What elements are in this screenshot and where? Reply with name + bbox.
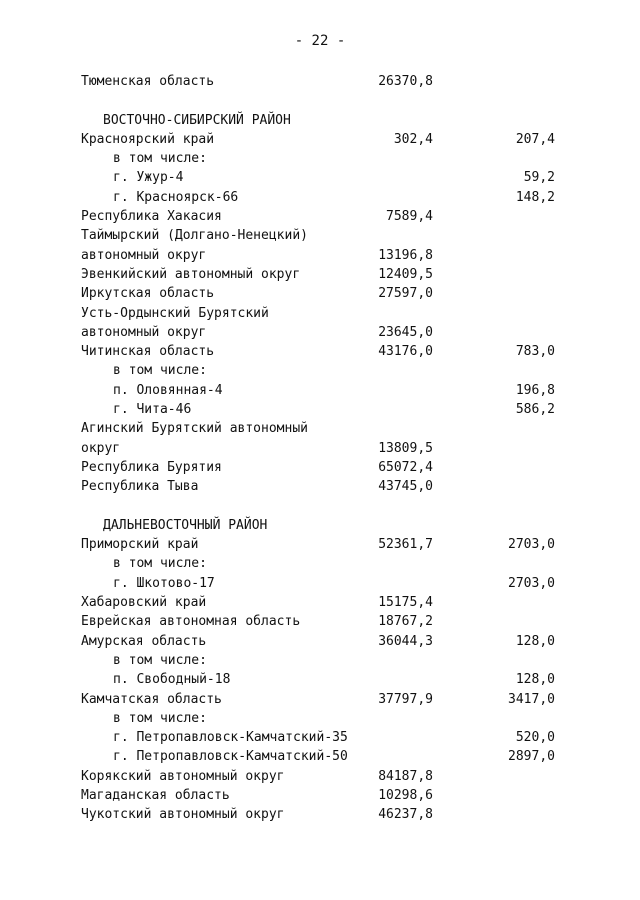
table-row xyxy=(81,168,561,187)
table-row xyxy=(81,535,561,554)
spacer-row xyxy=(81,91,561,110)
section-heading: ДАЛЬНЕВОСТОЧНЫЙ РАЙОН xyxy=(103,517,268,533)
table-row xyxy=(81,554,561,573)
region-name: в том числе: xyxy=(113,556,207,572)
value-column-2: 3417,0 xyxy=(508,691,555,707)
table-row xyxy=(81,381,561,400)
value-column-1: 65072,4 xyxy=(378,459,433,475)
table-row xyxy=(81,786,561,805)
table-row xyxy=(81,361,561,380)
value-column-1: 46237,8 xyxy=(378,807,433,823)
region-name: Республика Тыва xyxy=(81,479,199,495)
table-row xyxy=(81,130,561,149)
region-name: Чукотский автономный округ xyxy=(81,807,285,823)
value-column-1: 43176,0 xyxy=(378,344,433,360)
region-name: г. Петропавловск-Камчатский-35 xyxy=(113,730,348,746)
table-row xyxy=(81,149,561,168)
region-name: г. Чита-46 xyxy=(113,402,192,418)
region-name: Иркутская область xyxy=(81,286,215,302)
value-column-1: 13196,8 xyxy=(378,247,433,263)
region-name: Тюменская область xyxy=(81,74,215,89)
table-row xyxy=(81,805,561,824)
table-row xyxy=(81,72,561,91)
table-row xyxy=(81,207,561,226)
document-table xyxy=(81,72,561,825)
value-column-1: 84187,8 xyxy=(378,768,433,784)
region-name: округ xyxy=(81,440,121,456)
table-row xyxy=(81,477,561,496)
value-column-1: 18767,2 xyxy=(378,614,433,630)
table-row xyxy=(81,632,561,651)
section-heading-row xyxy=(81,111,561,130)
table-row xyxy=(81,458,561,477)
section-heading: ВОСТОЧНО-СИБИРСКИЙ РАЙОН xyxy=(103,112,291,128)
spacer-row xyxy=(81,497,561,516)
region-name: Амурская область xyxy=(81,633,207,649)
value-column-1: 15175,4 xyxy=(378,595,433,611)
value-column-1: 10298,6 xyxy=(378,787,433,803)
region-name: Таймырский (Долгано-Ненецкий) xyxy=(81,228,308,244)
table-row xyxy=(81,304,561,323)
table-row xyxy=(81,747,561,766)
region-name: Корякский автономный округ xyxy=(81,768,285,784)
value-column-1: 36044,3 xyxy=(378,633,433,649)
value-column-1: 12409,5 xyxy=(378,266,433,282)
value-column-2: 128,0 xyxy=(515,672,555,688)
region-name: Агинский Бурятский автономный xyxy=(81,421,308,437)
value-column-2: 586,2 xyxy=(515,402,555,418)
table-row xyxy=(81,670,561,689)
region-name: Республика Бурятия xyxy=(81,459,222,475)
value-column-1: 43745,0 xyxy=(378,479,433,495)
region-name: в том числе: xyxy=(113,710,207,726)
table-row xyxy=(81,419,561,438)
region-name: Камчатская область xyxy=(81,691,222,707)
region-name: Усть-Ордынский Бурятский xyxy=(81,305,269,321)
region-name: Красноярский край xyxy=(81,131,215,147)
value-column-1: 7589,4 xyxy=(386,209,433,225)
page-number: - 22 - xyxy=(294,33,346,49)
table-row xyxy=(81,574,561,593)
value-column-2: 196,8 xyxy=(515,382,555,398)
table-row xyxy=(81,400,561,419)
section-heading-row xyxy=(81,516,561,535)
table-row xyxy=(81,246,561,265)
region-name: Читинская область xyxy=(81,344,215,360)
region-name: г. Петропавловск-Камчатский-50 xyxy=(113,749,348,765)
table-row xyxy=(81,651,561,670)
table-row xyxy=(81,690,561,709)
value-column-2: 2703,0 xyxy=(508,537,555,553)
value-column-1: 302,4 xyxy=(393,131,433,147)
value-column-1: 23645,0 xyxy=(378,324,433,340)
table-row xyxy=(81,728,561,747)
value-column-2: 59,2 xyxy=(523,170,555,186)
value-column-1: 37797,9 xyxy=(378,691,433,707)
value-column-2: 2897,0 xyxy=(508,749,555,765)
table-row xyxy=(81,265,561,284)
table-row xyxy=(81,342,561,361)
region-name: Приморский край xyxy=(81,537,199,553)
region-name: Хабаровский край xyxy=(81,595,207,611)
region-name: Республика Хакасия xyxy=(81,209,222,225)
table-row xyxy=(81,188,561,207)
region-name: в том числе: xyxy=(113,151,207,167)
value-column-1: 26370,8 xyxy=(378,74,433,89)
region-name: в том числе: xyxy=(113,652,207,668)
value-column-1: 52361,7 xyxy=(378,537,433,553)
value-column-2: 128,0 xyxy=(515,633,555,649)
region-name: г. Красноярск-66 xyxy=(113,189,239,205)
region-name: автономный округ xyxy=(81,324,207,340)
region-name: г. Шкотово-17 xyxy=(113,575,215,591)
value-column-2: 207,4 xyxy=(515,131,555,147)
table-row xyxy=(81,439,561,458)
region-name: п. Свободный-18 xyxy=(113,672,231,688)
value-column-2: 783,0 xyxy=(515,344,555,360)
value-column-2: 520,0 xyxy=(515,730,555,746)
value-column-2: 148,2 xyxy=(515,189,555,205)
table-row xyxy=(81,593,561,612)
region-name: г. Ужур-4 xyxy=(113,170,184,186)
table-row xyxy=(81,323,561,342)
region-name: Магаданская область xyxy=(81,787,230,803)
table-row xyxy=(81,284,561,303)
table-row xyxy=(81,767,561,786)
region-name: Эвенкийский автономный округ xyxy=(81,266,301,282)
region-name: п. Оловянная-4 xyxy=(113,382,223,398)
value-column-1: 13809,5 xyxy=(378,440,433,456)
table-row xyxy=(81,612,561,631)
value-column-1: 27597,0 xyxy=(378,286,433,302)
table-row xyxy=(81,709,561,728)
region-name: Еврейская автономная область xyxy=(81,614,301,630)
value-column-2: 2703,0 xyxy=(508,575,555,591)
table-row xyxy=(81,226,561,245)
region-name: в том числе: xyxy=(113,363,207,379)
region-name: автономный округ xyxy=(81,247,207,263)
